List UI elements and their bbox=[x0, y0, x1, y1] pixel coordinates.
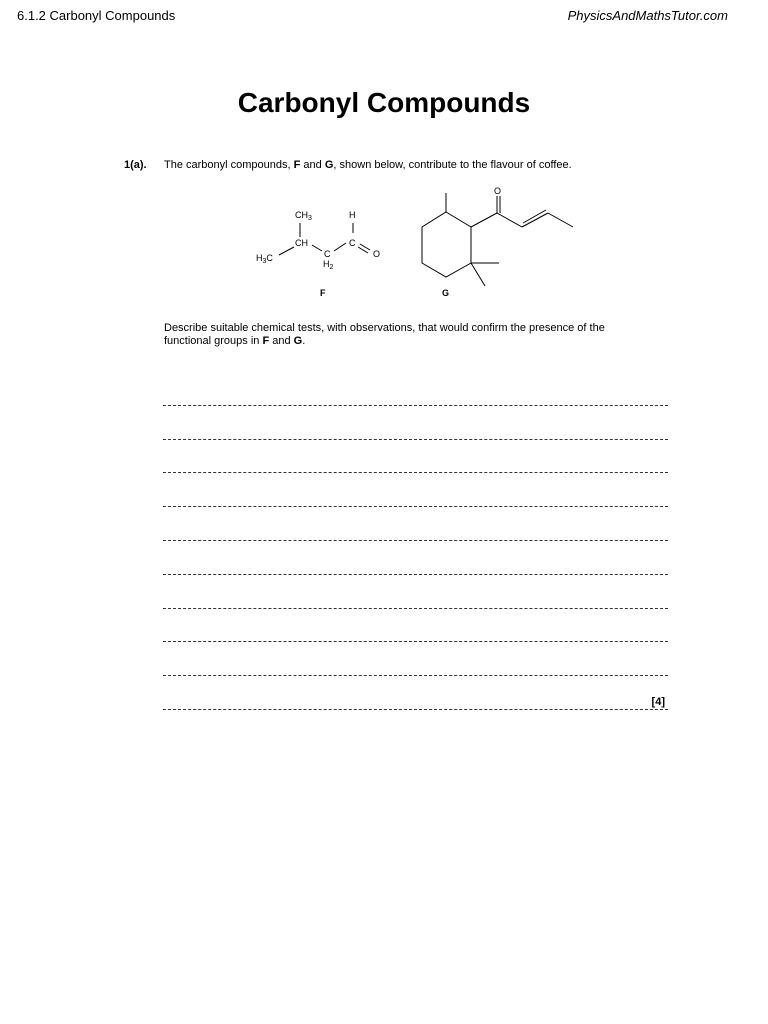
atom-h-top: H bbox=[349, 210, 356, 220]
question-compound-f: F bbox=[293, 159, 301, 171]
instruction-text bbox=[164, 322, 664, 348]
marks-label: [4] bbox=[651, 695, 665, 708]
structure-f-label: F bbox=[320, 288, 326, 298]
bond-g-c-ch bbox=[497, 213, 522, 227]
bond-g-ring-carbonyl bbox=[471, 213, 497, 227]
bond-g-gem-methyl-2 bbox=[471, 263, 485, 286]
atom-h3c bbox=[256, 253, 273, 265]
answer-line-rule bbox=[163, 709, 668, 710]
structure-f-labels bbox=[256, 210, 380, 298]
answer-line[interactable] bbox=[163, 507, 668, 541]
answer-line[interactable] bbox=[163, 575, 668, 609]
atom-c-carbonyl: C bbox=[349, 238, 356, 248]
instruction-text-part: functional groups in bbox=[164, 335, 263, 347]
answer-line[interactable] bbox=[163, 541, 668, 575]
atom-ch3-text: CH bbox=[295, 210, 308, 220]
page-title: Carbonyl Compounds bbox=[237, 87, 531, 118]
answer-lines bbox=[163, 372, 668, 710]
chemical-structures bbox=[250, 183, 590, 308]
atom-h3c-sub: 3 bbox=[262, 258, 267, 265]
answer-line[interactable] bbox=[163, 473, 668, 507]
cyclohexane-ring bbox=[422, 212, 471, 277]
atom-ch3-sub: 3 bbox=[308, 215, 312, 222]
atom-ch2-c: C bbox=[324, 249, 331, 259]
atom-h3c-c: C bbox=[266, 253, 273, 263]
structures-svg bbox=[250, 183, 590, 303]
bond-f-ch2-c bbox=[334, 243, 346, 251]
question-text-part: , shown below, contribute to the flavour of coffee. bbox=[333, 159, 572, 171]
question-number: 1(a). bbox=[124, 159, 147, 171]
question-text bbox=[164, 159, 572, 171]
structure-g-label: G bbox=[442, 288, 450, 298]
question-compound-g: G bbox=[324, 159, 334, 171]
atom-ch3-top bbox=[295, 210, 312, 222]
instruction-text-part: and bbox=[269, 335, 294, 347]
atom-o-g: O bbox=[494, 186, 502, 196]
instruction-compound-g: G bbox=[293, 335, 303, 347]
instruction-compound-f: F bbox=[262, 335, 270, 347]
header-site: PhysicsAndMathsTutor.com bbox=[567, 8, 728, 23]
bond-g-ch-ch3 bbox=[548, 213, 573, 227]
atom-ch: CH bbox=[295, 238, 308, 248]
answer-line[interactable] bbox=[163, 642, 668, 676]
structure-g bbox=[422, 193, 573, 286]
instruction-text-part: . bbox=[302, 335, 306, 347]
answer-line-final[interactable] bbox=[163, 676, 668, 710]
instruction-line-2 bbox=[164, 335, 664, 348]
instruction-line-1: Describe suitable chemical tests, with observations, that would confirm the presence of the bbox=[164, 322, 605, 334]
header-topic: 6.1.2 Carbonyl Compounds bbox=[17, 8, 176, 23]
question-text-part: and bbox=[300, 159, 325, 171]
structure-g-labels bbox=[442, 186, 501, 298]
atom-h3c-h: H bbox=[256, 253, 263, 263]
atom-ch2-sub: 2 bbox=[329, 264, 334, 271]
bond-f-ch-ch2 bbox=[312, 245, 322, 251]
atom-ch2-h-text: H bbox=[323, 259, 330, 269]
question-text-part: The carbonyl compounds, bbox=[164, 159, 294, 171]
answer-line[interactable] bbox=[163, 440, 668, 474]
answer-line[interactable] bbox=[163, 406, 668, 440]
answer-line[interactable] bbox=[163, 372, 668, 406]
answer-line[interactable] bbox=[163, 609, 668, 643]
atom-o-f: O bbox=[373, 249, 381, 259]
atom-ch2-h bbox=[323, 259, 334, 271]
bond-g-double-1 bbox=[522, 213, 548, 227]
bond-f-h3c-ch bbox=[279, 247, 294, 255]
